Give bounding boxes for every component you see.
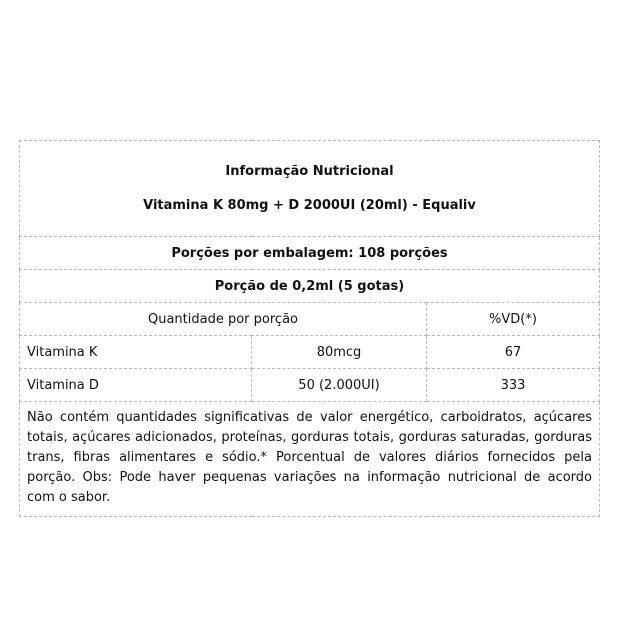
nutrient-dv: 333 [427, 369, 600, 402]
serving-size: Porção de 0,2ml (5 gotas) [20, 270, 600, 303]
servings-per-package: Porções por embalagem: 108 porções [20, 237, 600, 270]
table-row [20, 336, 600, 369]
nutrient-name: Vitamina D [20, 369, 252, 402]
nutrient-amount: 80mcg [252, 336, 427, 369]
nutrient-dv: 67 [427, 336, 600, 369]
table-row [20, 369, 600, 402]
nutrient-amount: 50 (2.000UI) [252, 369, 427, 402]
nutrient-name: Vitamina K [20, 336, 252, 369]
product-name: Vitamina K 80mg + D 2000UI (20ml) - Equaliv [143, 197, 476, 213]
nutrition-table [19, 140, 600, 517]
footnote: Não contém quantidades significativas de valor energético, carboidratos, açúcares totais, açúcares adicionados, proteínas, gorduras totais, gorduras saturadas, gorduras trans, fibras alimentares e sódio.* Porcentual de valores diários fornecidos pela porção. Obs: Pode haver pequenas variações na informação nutricional de acordo com o sabor. [20, 402, 600, 517]
table-header-cell [20, 141, 600, 237]
column-header-dv: %VD(*) [427, 303, 600, 336]
column-header-quantity: Quantidade por porção [20, 303, 427, 336]
table-title: Informação Nutricional [225, 163, 394, 179]
